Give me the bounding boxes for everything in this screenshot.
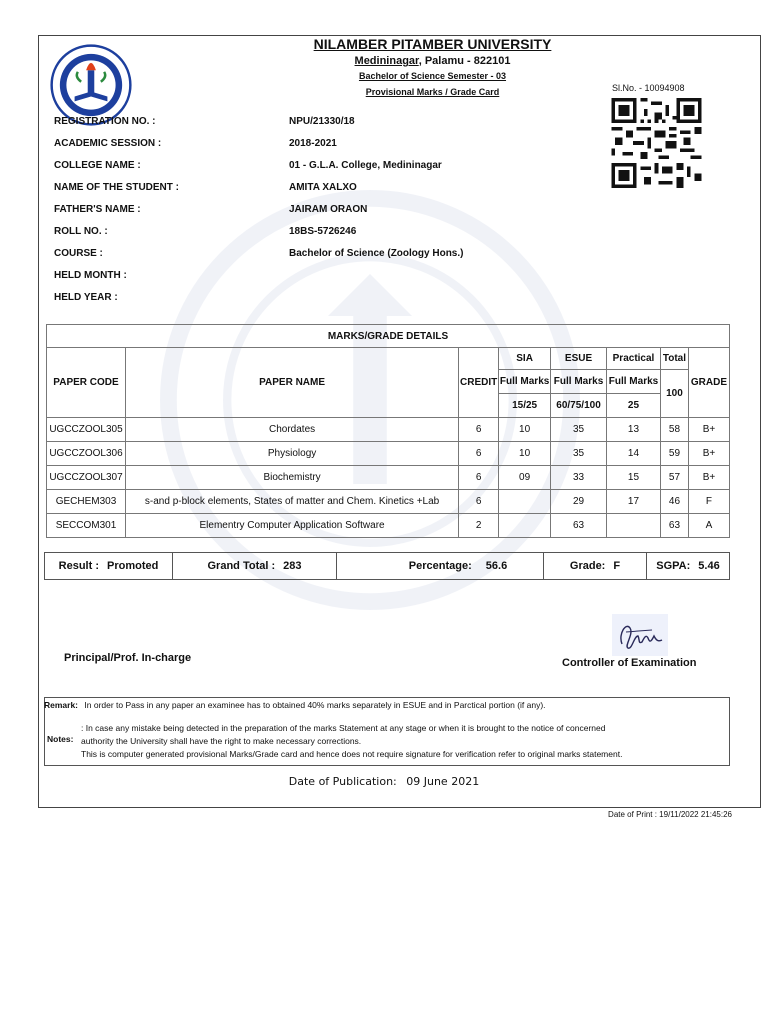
paper-code-cell: UGCCZOOL307 [47, 466, 126, 490]
grade-cell: A [688, 514, 729, 538]
remark-text: In order to Pass in any paper an examinee has to obtained 40% marks separately in ESUE and in Parctical portion (if any). [84, 700, 546, 710]
total-cell: 57 [660, 466, 688, 490]
table-row [47, 514, 730, 538]
result-summary [44, 552, 730, 580]
grade-cell: B+ [688, 418, 729, 442]
result-label: Result : [58, 560, 99, 572]
credit-cell: 2 [459, 514, 499, 538]
registration-value: NPU/21330/18 [289, 116, 355, 127]
paper-name-cell: s-and p-block elements, States of matter and Chem. Kinetics +Lab [125, 490, 458, 514]
paper-code-cell: UGCCZOOL305 [47, 418, 126, 442]
course-value: Bachelor of Science (Zoology Hons.) [289, 248, 464, 259]
grand-total-box [173, 553, 337, 579]
roll-no-label: ROLL NO. : [54, 226, 108, 237]
total-cell: 63 [660, 514, 688, 538]
table-row [47, 490, 730, 514]
paper-code-cell: SECCOM301 [47, 514, 126, 538]
esue-cell: 35 [551, 418, 607, 442]
remark-label: Remark: [44, 700, 79, 710]
credit-cell: 6 [459, 490, 499, 514]
sgpa-value: 5.46 [698, 560, 720, 572]
sia-full-marks-label: Full Marks [499, 370, 551, 394]
sia-cell: 09 [499, 466, 551, 490]
grade-cell: B+ [688, 466, 729, 490]
table-row [47, 442, 730, 466]
publication-date [0, 775, 768, 788]
session-value: 2018-2021 [289, 138, 337, 149]
remark-line [44, 700, 546, 710]
total-full-marks: 100 [660, 370, 688, 418]
credit-cell: 6 [459, 466, 499, 490]
total-header: Total [660, 348, 688, 370]
esue-full-marks-label: Full Marks [551, 370, 607, 394]
practical-cell: 14 [607, 442, 661, 466]
credit-cell: 6 [459, 442, 499, 466]
notes-label: Notes: [47, 734, 74, 744]
sia-cell [499, 490, 551, 514]
sia-cell: 10 [499, 418, 551, 442]
sia-cell [499, 514, 551, 538]
paper-name-header: PAPER NAME [125, 348, 458, 418]
practical-cell: 17 [607, 490, 661, 514]
esue-cell: 33 [551, 466, 607, 490]
total-cell: 46 [660, 490, 688, 514]
grand-total-value: 283 [283, 560, 302, 572]
controller-signatory: Controller of Examination [562, 657, 697, 669]
print-date: Date of Print : 19/11/2022 21:45:26 [608, 810, 732, 819]
father-name-value: JAIRAM ORAON [289, 204, 368, 215]
sgpa-box [647, 553, 729, 579]
notes-text [81, 722, 721, 761]
card-title: Provisional Marks / Grade Card [365, 87, 500, 97]
principal-signatory: Principal/Prof. In-charge [64, 652, 192, 664]
grade-header: GRADE [688, 348, 729, 418]
grade-box [544, 553, 647, 579]
publication-label: Date of Publication: [288, 775, 397, 788]
total-cell: 58 [660, 418, 688, 442]
grade-cell: B+ [688, 442, 729, 466]
sia-header: SIA [499, 348, 551, 370]
grade-label: Grade: [569, 560, 606, 572]
sia-full-marks: 15/25 [499, 394, 551, 418]
esue-cell: 29 [551, 490, 607, 514]
practical-cell: 13 [607, 418, 661, 442]
percentage-value: 56.6 [485, 560, 508, 572]
result-value: Promoted [107, 560, 159, 572]
esue-full-marks: 60/75/100 [551, 394, 607, 418]
semester-title: Bachelor of Science Semester - 03 [358, 71, 507, 81]
publication-value: 09 June 2021 [406, 775, 480, 788]
paper-code-header: PAPER CODE [47, 348, 126, 418]
university-name: NILAMBER PITAMBER UNIVERSITY [313, 36, 552, 52]
serial-number: Sl.No. - 10094908 [612, 83, 685, 93]
grand-total-label: Grand Total : [207, 560, 276, 572]
paper-name-cell: Physiology [125, 442, 458, 466]
paper-name-cell: Elementry Computer Application Software [125, 514, 458, 538]
address-city: Medininagar [354, 55, 419, 67]
address-rest: , Palamu - 822101 [418, 55, 511, 67]
percentage-label: Percentage: [408, 560, 472, 572]
marks-table-title [47, 325, 730, 348]
student-name-label: NAME OF THE STUDENT : [54, 182, 179, 193]
marks-table [46, 324, 730, 538]
practical-full-marks-label: Full Marks [607, 370, 661, 394]
paper-name-cell: Chordates [125, 418, 458, 442]
sia-cell: 10 [499, 442, 551, 466]
note-1-line-2: authority the University shall have the right to make necessary corrections. [81, 736, 362, 746]
practical-full-marks: 25 [607, 394, 661, 418]
esue-cell: 63 [551, 514, 607, 538]
university-address [300, 55, 565, 67]
credit-cell: 6 [459, 418, 499, 442]
table-row [47, 466, 730, 490]
result-box [45, 553, 173, 579]
marks-title-text: MARKS/GRADE DETAILS [327, 330, 449, 342]
grade-value: F [613, 560, 621, 572]
registration-label: REGISTRATION NO. : [54, 116, 156, 127]
college-value: 01 - G.L.A. College, Medininagar [289, 160, 442, 171]
session-label: ACADEMIC SESSION : [54, 138, 162, 149]
father-name-label: FATHER'S NAME : [54, 204, 141, 215]
percentage-box [337, 553, 544, 579]
esue-header: ESUE [551, 348, 607, 370]
qr-code [609, 98, 704, 188]
credit-header: CREDIT [459, 348, 499, 418]
practical-cell [607, 514, 661, 538]
total-cell: 59 [660, 442, 688, 466]
note-2: This is computer generated provisional Marks/Grade card and hence does not require signature for verification refer to original marks statement. [81, 749, 623, 759]
student-name-value: AMITA XALXO [289, 182, 357, 193]
paper-code-cell: UGCCZOOL306 [47, 442, 126, 466]
note-1-line-1: : In case any mistake being detected in the preparation of the marks Statement at any stage or when it is brought to the notice of concerned [81, 723, 606, 733]
practical-cell: 15 [607, 466, 661, 490]
college-label: COLLEGE NAME : [54, 160, 141, 171]
roll-no-value: 18BS-5726246 [289, 226, 357, 237]
held-year-label: HELD YEAR : [54, 292, 118, 303]
table-row [47, 418, 730, 442]
university-logo [50, 44, 132, 126]
course-label: COURSE : [54, 248, 103, 259]
paper-name-cell: Biochemistry [125, 466, 458, 490]
controller-signature [612, 614, 668, 656]
held-month-label: HELD MONTH : [54, 270, 127, 281]
sgpa-label: SGPA: [656, 560, 691, 572]
grade-cell: F [688, 490, 729, 514]
esue-cell: 35 [551, 442, 607, 466]
practical-header: Practical [607, 348, 661, 370]
paper-code-cell: GECHEM303 [47, 490, 126, 514]
